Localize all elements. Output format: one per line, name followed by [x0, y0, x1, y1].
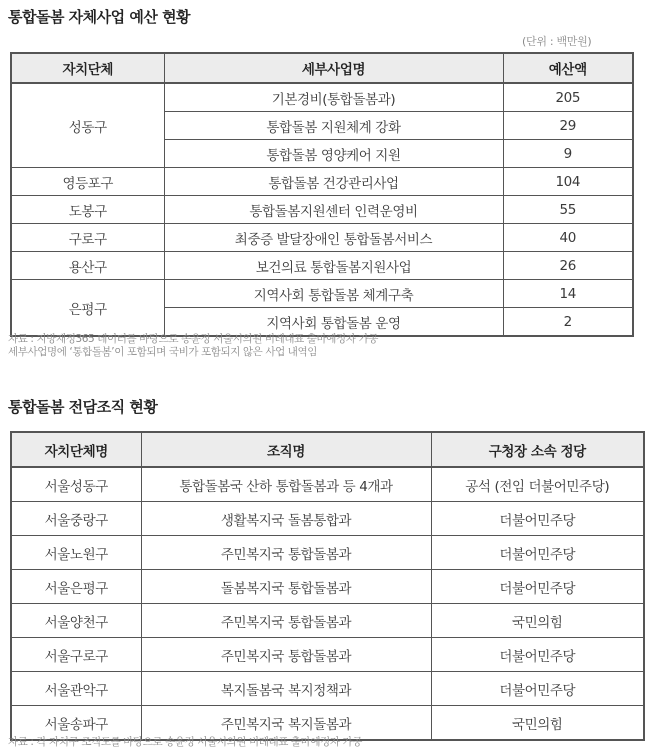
budget-cell: 26 [503, 252, 633, 280]
table-row [11, 536, 644, 570]
district-cell: 서울관악구 [11, 672, 141, 706]
party-cell: 더불어민주당 [431, 502, 644, 536]
party-cell: 국민의힘 [431, 604, 644, 638]
project-cell: 통합돌봄지원센터 인력운영비 [164, 196, 503, 224]
party-cell: 더불어민주당 [431, 638, 644, 672]
project-cell: 최중증 발달장애인 통합돌봄서비스 [164, 224, 503, 252]
party-cell: 더불어민주당 [431, 570, 644, 604]
unit-label: (단위 : 백만원) [522, 35, 592, 48]
table-row [11, 196, 633, 224]
project-cell: 지역사회 통합돌봄 체계구축 [164, 280, 503, 308]
source-note: 자료 : 지방재정365 데이터를 바탕으로 송윤정 서울시의원 비례대표 출마예정자 가공 [8, 333, 378, 345]
district-cell: 서울노원구 [11, 536, 141, 570]
district-cell: 서울중랑구 [11, 502, 141, 536]
table-row [11, 502, 644, 536]
table-row [11, 252, 633, 280]
district-cell: 서울구로구 [11, 638, 141, 672]
org-cell: 복지돌봄국 복지정책과 [141, 672, 431, 706]
budget-cell: 29 [503, 112, 633, 140]
district-cell: 은평구 [11, 280, 164, 337]
table-row [11, 168, 633, 196]
district-cell: 영등포구 [11, 168, 164, 196]
header-org: 조직명 [141, 432, 431, 467]
budget-table [10, 52, 634, 337]
party-cell: 국민의힘 [431, 706, 644, 741]
budget-cell: 9 [503, 140, 633, 168]
party-cell: 공석 (전임 더불어민주당) [431, 467, 644, 502]
table-row [11, 467, 644, 502]
header-district: 자치단체명 [11, 432, 141, 467]
table-header-row [11, 432, 644, 467]
project-cell: 보건의료 통합돌봄지원사업 [164, 252, 503, 280]
table-row [11, 706, 644, 741]
criteria-note: 세부사업명에 ‘통합돌봄’이 포함되며 국비가 포함되지 않은 사업 내역임 [8, 346, 317, 358]
party-cell: 더불어민주당 [431, 536, 644, 570]
district-cell: 서울성동구 [11, 467, 141, 502]
district-cell: 성동구 [11, 83, 164, 168]
district-cell: 용산구 [11, 252, 164, 280]
org-cell: 돌봄복지국 통합돌봄과 [141, 570, 431, 604]
org-section-title: 통합돌봄 전담조직 현황 [8, 398, 158, 416]
header-budget: 예산액 [503, 53, 633, 83]
header-district: 자치단체 [11, 53, 164, 83]
table-row [11, 604, 644, 638]
budget-cell: 40 [503, 224, 633, 252]
table-header-row [11, 53, 633, 83]
district-cell: 서울양천구 [11, 604, 141, 638]
org-table [10, 431, 645, 741]
district-cell: 도봉구 [11, 196, 164, 224]
header-project: 세부사업명 [164, 53, 503, 83]
org-cell: 주민복지국 통합돌봄과 [141, 604, 431, 638]
org-cell: 주민복지국 복지돌봄과 [141, 706, 431, 741]
org-cell: 생활복지국 돌봄통합과 [141, 502, 431, 536]
table-row [11, 83, 633, 112]
org-cell: 주민복지국 통합돌봄과 [141, 638, 431, 672]
budget-cell: 14 [503, 280, 633, 308]
budget-cell: 104 [503, 168, 633, 196]
org-cell: 주민복지국 통합돌봄과 [141, 536, 431, 570]
header-party: 구청장 소속 정당 [431, 432, 644, 467]
district-cell: 서울송파구 [11, 706, 141, 741]
budget-section-title: 통합돌봄 자체사업 예산 현황 [8, 8, 191, 26]
project-cell: 통합돌봄 지원체계 강화 [164, 112, 503, 140]
table-row [11, 638, 644, 672]
district-cell: 구로구 [11, 224, 164, 252]
source-note: 자료 : 각 자치구 조직도를 바탕으로 송윤정 서울시의원 비례대표 출마예정자 가공 [8, 736, 363, 748]
table-row [11, 280, 633, 308]
budget-cell: 205 [503, 83, 633, 112]
district-cell: 서울은평구 [11, 570, 141, 604]
project-cell: 통합돌봄 영양케어 지원 [164, 140, 503, 168]
project-cell: 기본경비(통합돌봄과) [164, 83, 503, 112]
table-row [11, 224, 633, 252]
org-cell: 통합돌봄국 산하 통합돌봄과 등 4개과 [141, 467, 431, 502]
budget-cell: 55 [503, 196, 633, 224]
project-cell: 지역사회 통합돌봄 운영 [164, 308, 503, 337]
project-cell: 통합돌봄 건강관리사업 [164, 168, 503, 196]
budget-cell: 2 [503, 308, 633, 337]
table-row [11, 672, 644, 706]
table-row [11, 570, 644, 604]
party-cell: 더불어민주당 [431, 672, 644, 706]
